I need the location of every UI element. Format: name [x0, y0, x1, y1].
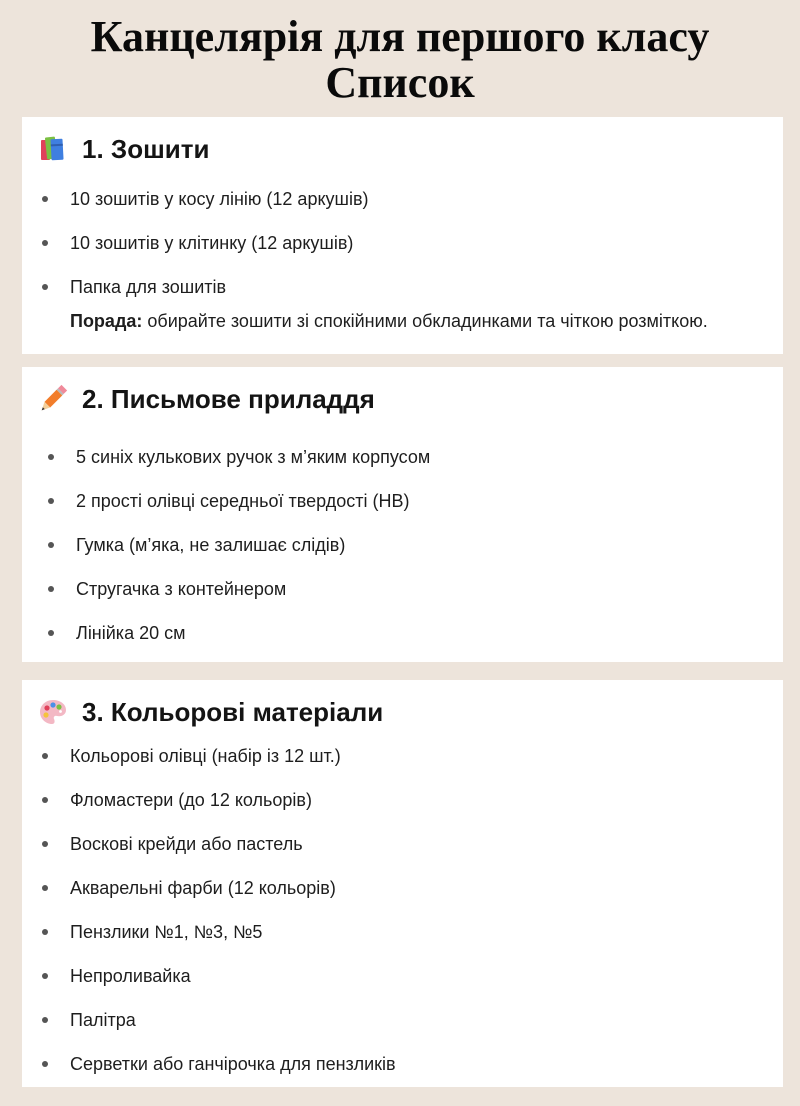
bullet	[48, 542, 54, 548]
tip-label: Порада:	[70, 311, 143, 331]
section-heading	[38, 694, 383, 730]
list-item-text: Стругачка з контейнером	[76, 579, 287, 599]
list-item-text: Фломастери (до 12 кольорів)	[70, 790, 312, 810]
pencil-icon	[38, 384, 68, 414]
palette-icon	[38, 697, 68, 727]
list-item-text: 2 прості олівці середньої твердості (HB)	[76, 491, 410, 511]
bullet	[42, 753, 48, 759]
bullet	[48, 630, 54, 636]
bullet	[42, 1017, 48, 1023]
list-item-text: 5 синіх кулькових ручок з м’яким корпусом	[76, 447, 431, 467]
list-item-text: Воскові крейди або пастель	[70, 834, 303, 854]
list-item-text: Серветки або ганчірочка для пензликів	[70, 1054, 396, 1074]
tip-text: обирайте зошити зі спокійними обкладинками та чіткою розміткою.	[142, 311, 708, 331]
section-notebooks	[22, 117, 783, 354]
list-item-text: 10 зошитів у клітинку (12 аркушів)	[70, 233, 354, 253]
section-heading	[38, 381, 375, 417]
bullet	[42, 973, 48, 979]
section-heading-text: 2. Письмове приладдя	[82, 383, 375, 414]
page-title-line2: Список	[325, 58, 475, 107]
list-item-text: Лінійка 20 см	[76, 623, 186, 643]
bullet	[48, 586, 54, 592]
bullet	[42, 797, 48, 803]
tip-note	[70, 309, 708, 333]
books-icon	[38, 134, 68, 164]
section-heading	[38, 131, 209, 167]
page-title-line1: Канцелярія для першого класу	[90, 12, 710, 61]
section-color-materials	[22, 680, 783, 1087]
bullet	[42, 885, 48, 891]
section-writing-supplies	[22, 367, 783, 662]
list-item-text: Акварельні фарби (12 кольорів)	[70, 878, 336, 898]
list-item-text: 10 зошитів у косу лінію (12 аркушів)	[70, 189, 369, 209]
bullet	[42, 196, 48, 202]
bullet	[42, 929, 48, 935]
bullet	[42, 284, 48, 290]
list-item-text: Гумка (м’яка, не залишає слідів)	[76, 535, 346, 555]
section-heading-text: 1. Зошити	[82, 133, 210, 164]
bullet	[42, 1061, 48, 1067]
list-item-text: Папка для зошитів	[70, 277, 227, 297]
list-item-text: Пензлики №1, №3, №5	[70, 922, 263, 942]
bullet	[42, 240, 48, 246]
page-title	[0, 14, 800, 106]
bullet	[42, 841, 48, 847]
bullet	[48, 498, 54, 504]
list-item-text: Непроливайка	[70, 966, 191, 986]
list-item-text: Кольорові олівці (набір із 12 шт.)	[70, 746, 341, 766]
list-item-text: Палітра	[70, 1010, 136, 1030]
bullet	[48, 454, 54, 460]
section-heading-text: 3. Кольорові матеріали	[82, 696, 384, 727]
